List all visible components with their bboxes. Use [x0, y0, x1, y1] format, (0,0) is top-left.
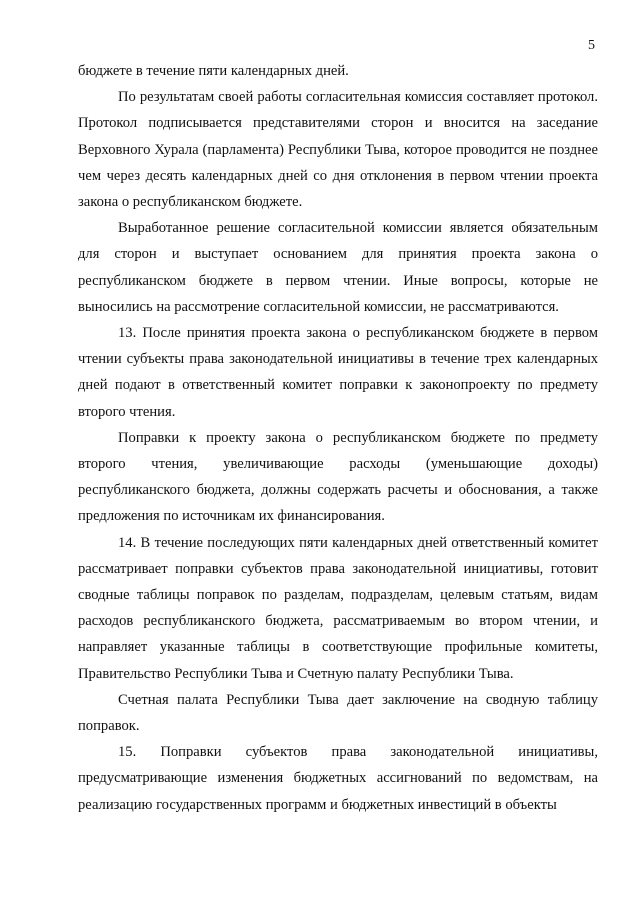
- document-body: [78, 58, 598, 818]
- paragraph-continuation: бюджете в течение пяти календарных дней.: [78, 63, 349, 79]
- paragraph-item-14: 14. В течение последующих пяти календарных дней ответственный комитет рассматривает поправки субъектов права законодательной инициативы, готовит сводные таблицы поправок по разделам, подразделам, целевым статьям, видам расходов республиканского бюджета, рассматриваемым во втором чтении, и направляет указанные таблицы в соответствующие профильные комитеты, Правительство Республики Тыва и Счетную палату Республики Тыва.: [78, 534, 598, 682]
- paragraph-conciliation-protocol: По результатам своей работы согласительная комиссия составляет протокол. Протокол подписывается представителями сторон и вносится на заседание Верховного Хурала (парламента) Республики Тыва, которое проводится не позднее чем через десять календарных дней со дня отклонения в первом чтении проекта закона о республиканском бюджете.: [78, 89, 598, 211]
- paragraph-accounts-chamber: Счетная палата Республики Тыва дает заключение на сводную таблицу поправок.: [78, 691, 598, 735]
- paragraph-conciliation-decision: Выработанное решение согласительной комиссии является обязательным для сторон и выступает основанием для принятия проекта закона о республиканском бюджете в первом чтении. Иные вопросы, которые не выносились на рассмотрение согласительной комиссии, не рассматриваются.: [78, 220, 598, 315]
- paragraph-item-13: 13. После принятия проекта закона о республиканском бюджете в первом чтении субъекты права законодательной инициативы в течение трех календарных дней подают в ответственный комитет поправки к законопроекту по предмету второго чтения.: [78, 325, 598, 420]
- paragraph-amendments-second-reading: Поправки к проекту закона о республиканском бюджете по предмету второго чтения, увеличивающие расходы (уменьшающие доходы) республиканского бюджета, должны содержать расчеты и обоснования, а также предложения по источникам их финансирования.: [78, 429, 598, 525]
- paragraph-item-15: 15. Поправки субъектов права законодательной инициативы, предусматривающие изменения бюджетных ассигнований по ведомствам, на реализацию государственных программ и бюджетных инвестиций в объекты: [78, 744, 598, 813]
- page-number: 5: [588, 38, 595, 53]
